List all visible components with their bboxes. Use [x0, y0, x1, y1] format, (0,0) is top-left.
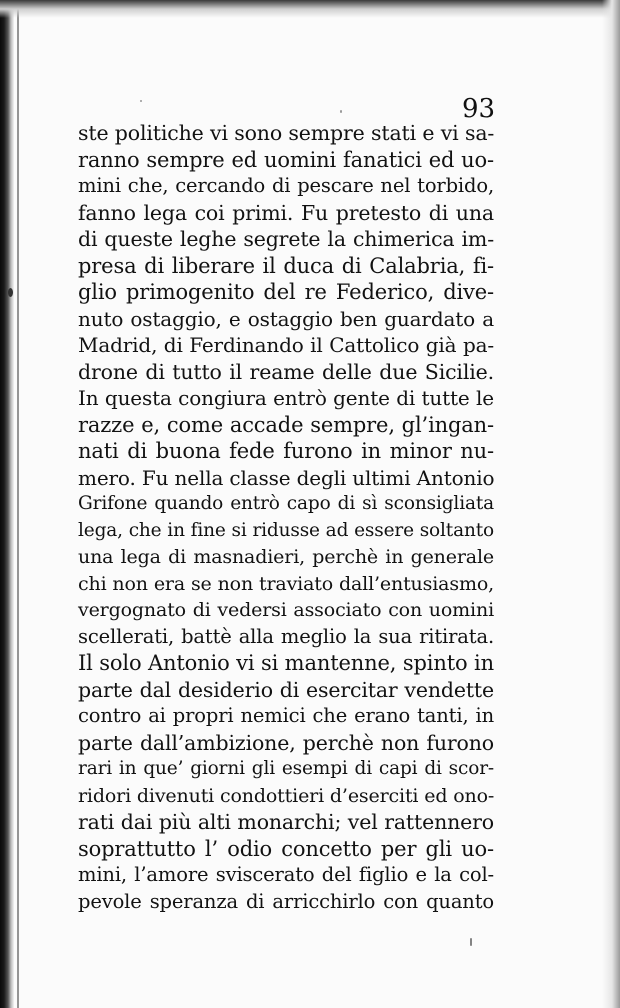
page-number: 93 — [462, 94, 496, 124]
text-line: parte dal desiderio di esercitar vendette — [78, 677, 494, 702]
text-line: nuto ostaggio, e ostaggio ben guardato a — [78, 306, 494, 331]
text-line: ridori divenuti condottieri d’eserciti ed ono- — [78, 784, 495, 807]
right-page-shadow — [602, 0, 620, 1008]
text-line: soprattutto l’ odio concetto per gli uo- — [78, 836, 494, 861]
text-line: Il solo Antonio vi si mantenne, spinto in — [78, 651, 494, 675]
text-line: vergognato di vedersi associato con uomini — [78, 599, 494, 621]
text-line: Madrid, di Ferdinando il Cattolico già pa- — [78, 333, 494, 357]
text-line: nati di buona fede furono in minor nu- — [78, 439, 494, 463]
scan-speck — [340, 110, 342, 113]
text-line: lega, che in fine si ridusse ad essere soltanto — [78, 519, 494, 541]
scan-speck — [140, 100, 142, 102]
text-line: presa di liberare il duca di Calabria, fi- — [78, 253, 494, 278]
text-line: razze e, come accade sempre, gl’ingan- — [78, 412, 494, 437]
text-line: contro ai propri nemici che erano tanti, in — [78, 704, 494, 727]
text-line: fanno lega coi primi. Fu pretesto di una — [78, 200, 494, 225]
text-line: ranno sempre ed uomini fanatici ed uo- — [78, 147, 494, 172]
top-page-edge — [0, 0, 620, 18]
binding-edge — [0, 0, 14, 1008]
text-line: rati dai più alti monarchi; vel rattennero — [78, 810, 494, 834]
scan-speck — [8, 288, 13, 297]
text-line: mini, l’amore sviscerato del figlio e la col- — [78, 863, 494, 886]
binding-line — [17, 0, 19, 1008]
text-line: scellerati, battè alla meglio la sua ritirata. — [78, 624, 494, 648]
text-line: rari in que’ giorni gli esempi di capi di scor- — [78, 758, 494, 779]
text-line: drone di tutto il reame delle due Sicilie. — [78, 359, 494, 384]
text-line: pevole speranza di arricchirlo con quanto — [78, 889, 494, 913]
text-line: di queste leghe segrete la chimerica im- — [78, 227, 494, 251]
text-line: una lega di masnadieri, perchè in generale — [78, 546, 494, 568]
text-line: mini che, cercando di pescare nel torbido, — [78, 174, 494, 197]
text-line: parte dall’ambizione, perchè non furono — [78, 730, 494, 755]
text-line: In questa congiura entrò gente di tutte le — [78, 386, 494, 410]
text-line: chi non era se non traviato dall’entusiasmo, — [78, 572, 494, 595]
text-line: Grifone quando entrò capo di sì sconsigliata — [78, 493, 494, 514]
text-line: glio primogenito del re Federico, dive- — [78, 280, 494, 304]
text-line: ste politiche vi sono sempre stati e vi sa- — [78, 121, 495, 145]
text-line: mero. Fu nella classe degli ultimi Antonio — [78, 465, 495, 490]
scan-speck — [470, 938, 472, 946]
body-text — [78, 120, 494, 915]
